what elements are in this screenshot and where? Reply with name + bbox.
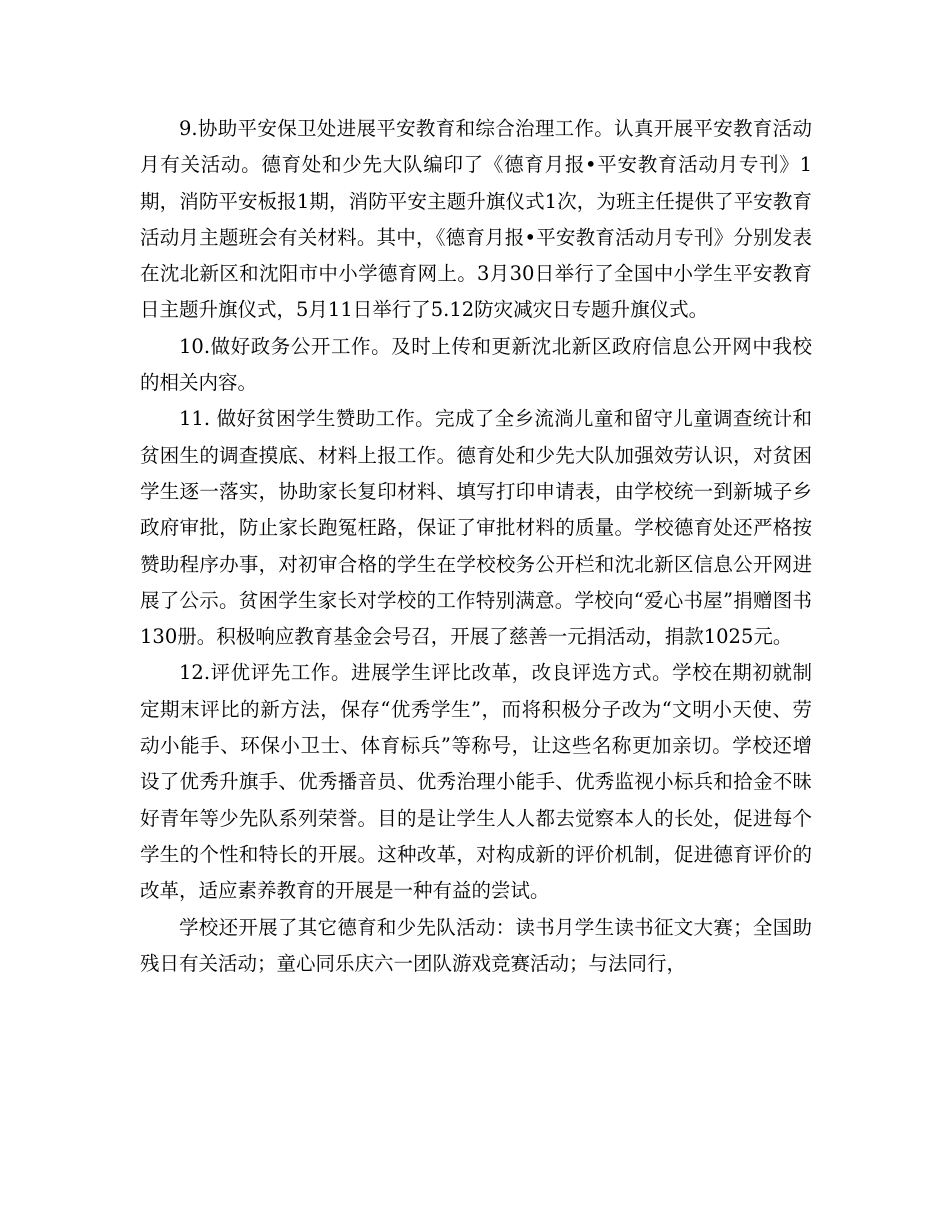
paragraph-evaluation-reform: 12.评优评先工作。进展学生评比改革，改良评选方式。学校在期初就制定期末评比的新方法，保存“优秀学生”，而将积极分子改为“文明小天使、劳动小能手、环保小卫士、体育标兵”等称号，让这些名称更加亲切。学校还增设了优秀升旗手、优秀播音员、优秀治理小能手、优秀监视小标兵和拾金不昧好青年等少先队系列荣誉。目的是让学生人人都去觉察本人的长处，促进每个学生的个性和特长的开展。这种改革，对构成新的评价机制，促进德育评价的改革，适应素养教育的开展是一种有益的尝试。 [140, 661, 812, 903]
document-body [140, 111, 812, 982]
paragraph-poverty-assistance: 11. 做好贫困学生赞助工作。完成了全乡流淌儿童和留守儿童调查统计和贫困生的调查摸底、材料上报工作。德育处和少先大队加强效劳认识，对贫困学生逐一落实，协助家长复印材料、填写打印申请表，由学校统一到新城子乡政府审批，防止家长跑冤枉路，保证了审批材料的质量。学校德育处还严格按赞助程序办事，对初审合格的学生在学校校务公开栏和沈北新区信息公开网进展了公示。贫困学生家长对学校的工作特别满意。学校向“爱心书屋”捐赠图书130册。积极响应教育基金会号召，开展了慈善一元捐活动，捐款1025元。 [140, 407, 812, 649]
paragraph-other-activities: 学校还开展了其它德育和少先队活动：读书月学生读书征文大赛；全国助残日有关活动；童心同乐庆六一团队游戏竞赛活动；与法同行， [140, 915, 812, 975]
paragraph-government-affairs: 10.做好政务公开工作。及时上传和更新沈北新区政府信息公开网中我校的相关内容。 [140, 334, 812, 395]
paragraph-safety-education: 9.协助平安保卫处进展平安教育和综合治理工作。认真开展平安教育活动月有关活动。德育处和少先大队编印了《德育月报•平安教育活动月专刊》1期，消防平安板报1期，消防平安主题升旗仪式1次，为班主任提供了平安教育活动月主题班会有关材料。其中，《德育月报•平安教育活动月专刊》分别发表在沈北新区和沈阳市中小学德育网上。3月30日举行了全国中小学生平安教育日主题升旗仪式，5月11日举行了5.12防灾减灾日专题升旗仪式。 [140, 117, 812, 322]
